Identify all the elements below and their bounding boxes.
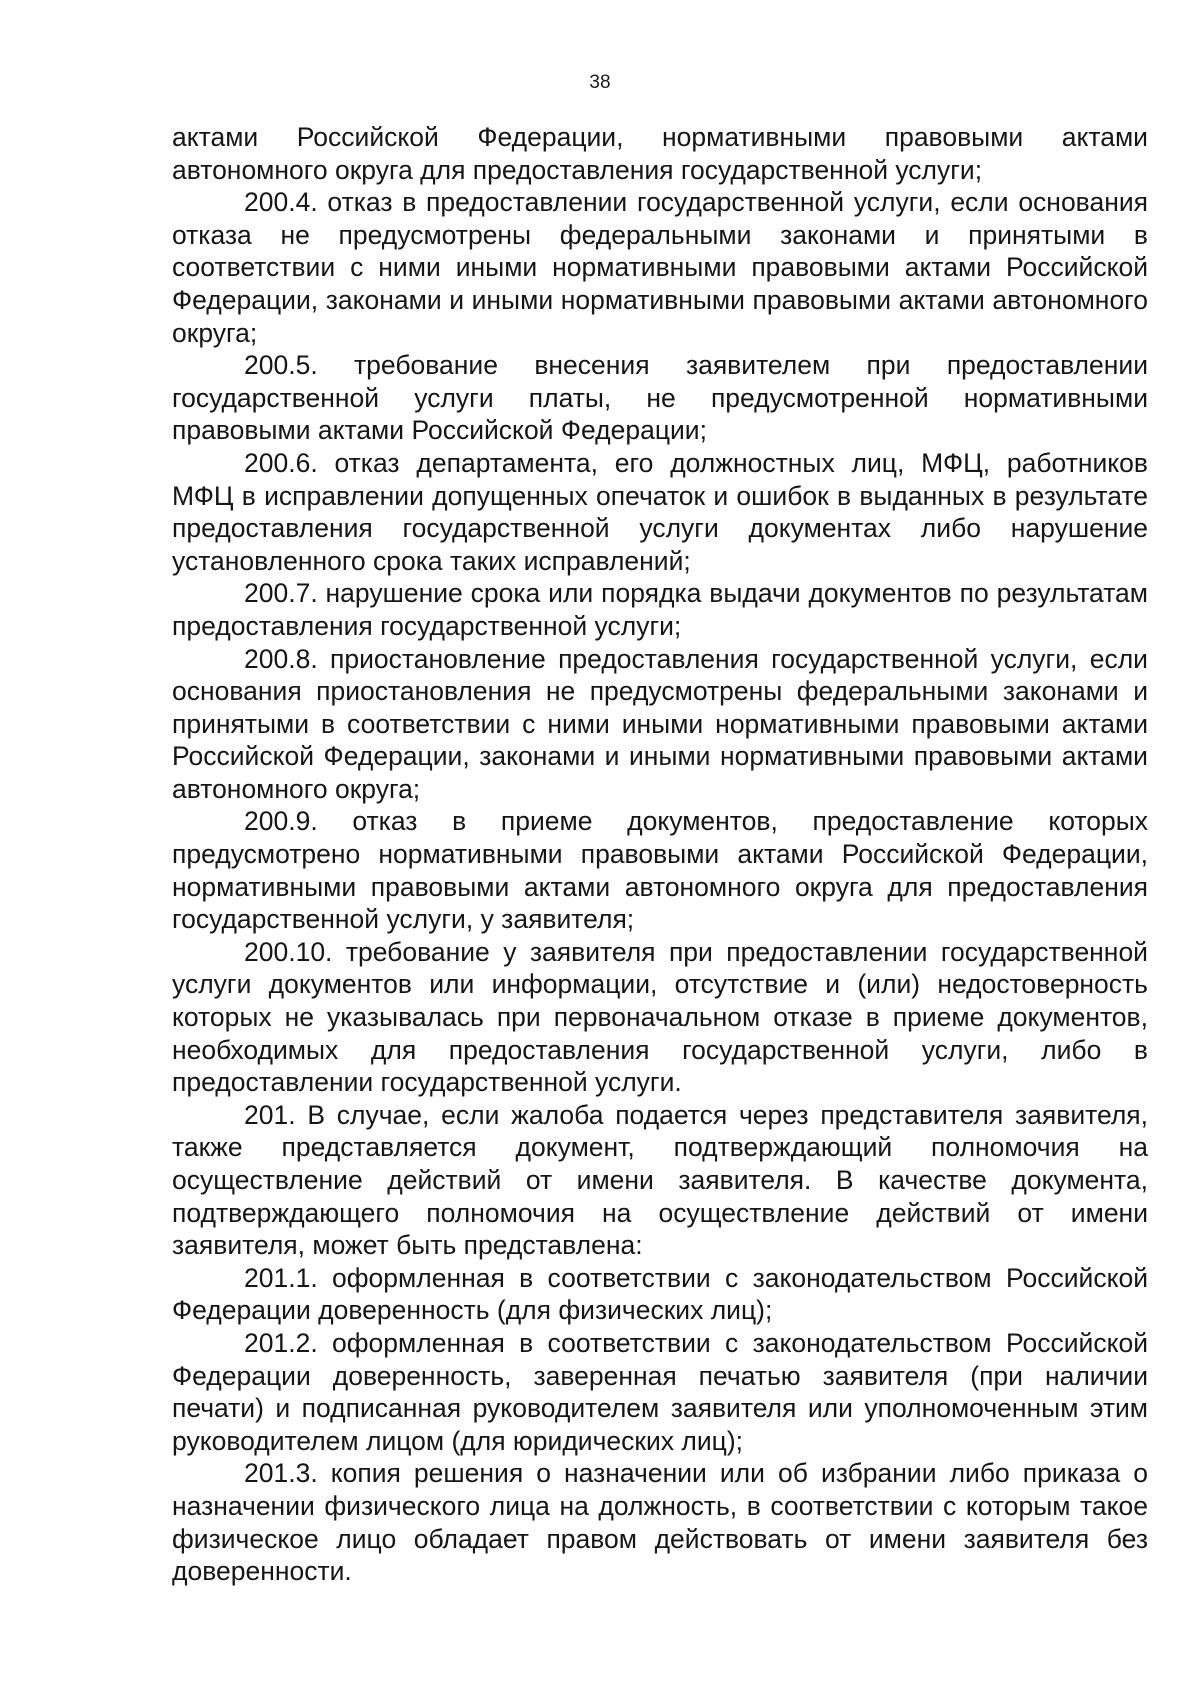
document-body [172,121,1148,1588]
page-number: 38 [589,72,611,93]
paragraph-continuation: актами Российской Федерации, нормативными правовыми актами автономного округа для предоставления государственной услуги; [172,122,1148,185]
paragraph-201-2: 201.2. оформленная в соответствии с законодательством Российской Федерации доверенность, заверенная печатью заявителя (при наличии печати) и подписанная руководителем заявителя или уполномоченным этим руководителем лицом (для юридических лиц); [172,1327,1148,1456]
paragraph-200-9: 200.9. отказ в приеме документов, предоставление которых предусмотрено нормативными правовыми актами Российской Федерации, нормативными правовыми актами автономного округа для предоставления государственной услуги, у заявителя; [172,806,1148,935]
paragraph-200-6: 200.6. отказ департамента, его должностных лиц, МФЦ, работников МФЦ в исправлении допущенных опечаток и ошибок в выданных в результате предоставления государственной услуги документах либо нарушение установленного срока таких исправлений; [172,447,1148,576]
paragraph-201-1: 201.1. оформленная в соответствии с законодательством Российской Федерации доверенность (для физических лиц); [172,1262,1148,1326]
paragraph-201-3: 201.3. копия решения о назначении или об избрании либо приказа о назначении физического лица на должность, в соответствии с которым такое физическое лицо обладает правом действовать от имени заявителя без доверенности. [172,1458,1148,1587]
paragraph-200-4: 200.4. отказ в предоставлении государственной услуги, если основания отказа не предусмотрены федеральными законами и принятыми в соответствии с ними иными нормативными правовыми актами Российской Федерации, законами и иными нормативными правовыми актами автономного округа; [172,187,1148,348]
paragraph-201: 201. В случае, если жалоба подается через представителя заявителя, также представляется документ, подтверждающий полномочия на осуществление действий от имени заявителя. В качестве документа, подтверждающего полномочия на осуществление действий от имени заявителя, может быть представлена: [172,1099,1148,1261]
paragraph-200-7: 200.7. нарушение срока или порядка выдачи документов по результатам предоставления государственной услуги; [172,578,1148,641]
paragraph-200-10: 200.10. требование у заявителя при предоставлении государственной услуги документов или информации, отсутствие и (или) недостоверность которых не указывалась при первоначальном отказе в приеме документов, необходимых для предоставления государственной услуги, либо в предоставлении государственной услуги. [172,936,1148,1098]
paragraph-200-8: 200.8. приостановление предоставления государственной услуги, если основания приостановления не предусмотрены федеральными законами и принятыми в соответствии с ними иными нормативными правовыми актами Российской Федерации, законами и иными нормативными правовыми актами автономного округа; [172,643,1148,804]
paragraph-200-5: 200.5. требование внесения заявителем при предоставлении государственной услуги платы, не предусмотренной нормативными правовыми актами Российской Федерации; [172,350,1148,446]
